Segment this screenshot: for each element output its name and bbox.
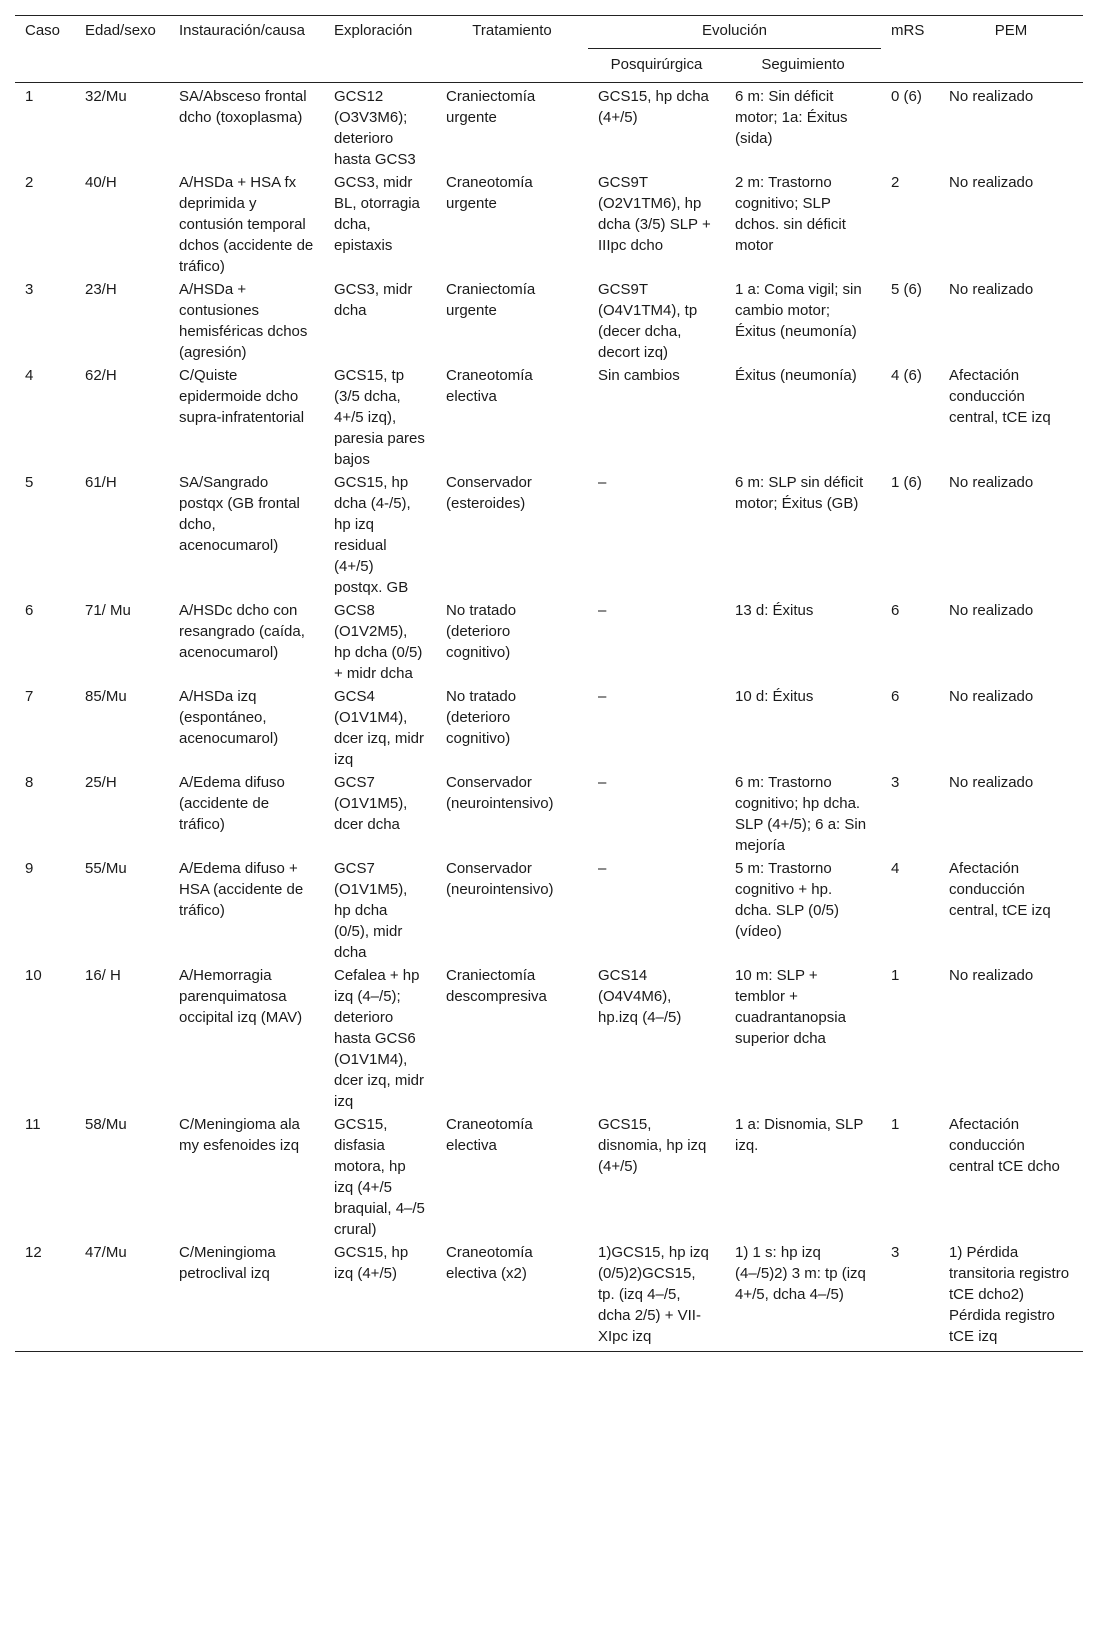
table-row — [15, 963, 1083, 1112]
cell-seguimiento: 1) 1 s: hp izq (4–/5)2) 3 m: tp (izq 4+/5, dcha 4–/5) — [725, 1240, 881, 1352]
cell-tratamiento: Conservador (neurointensivo) — [446, 774, 554, 812]
cell-exploracion: GCS3, midr dcha — [334, 281, 413, 319]
cell-seguimiento: 2 m: Trastorno cognitivo; SLP dchos. sin déficit motor — [735, 174, 846, 254]
cell-exploracion: GCS15, hp dcha (4-/5), hp izq residual (4+/5) postqx. GB — [334, 474, 411, 596]
cell-caso: 6 — [25, 602, 34, 619]
cell-instauracion: SA/Sangrado postqx (GB frontal dcho, acenocumarol) — [179, 474, 300, 554]
header-instauracion: Instauración/causa — [169, 16, 324, 83]
cell-caso: 10 — [25, 967, 42, 984]
cell-mrs: 0 (6) — [891, 88, 922, 105]
table-row — [15, 363, 1083, 470]
cell-posquirurgica: – — [598, 774, 607, 791]
table-row — [15, 598, 1083, 684]
cell-mrs: 4 — [891, 860, 900, 877]
cell-edad: 58/Mu — [85, 1116, 127, 1133]
cell-instauracion: C/Quiste epidermoide dcho supra-infratentorial — [179, 367, 305, 426]
cell-instauracion: SA/Absceso frontal dcho (toxoplasma) — [179, 88, 307, 126]
table-row — [15, 684, 1083, 770]
cell-pem: No realizado — [949, 174, 1034, 191]
cell-seguimiento: 1 a: Coma vigil; sin cambio motor; Éxitus (neumonía) — [735, 281, 862, 340]
cell-caso: 11 — [25, 1116, 41, 1133]
cell-posquirurgica: – — [598, 602, 607, 619]
cell-edad: 61/H — [85, 474, 117, 491]
cell-edad: 47/Mu — [75, 1240, 169, 1352]
cell-posquirurgica: – — [598, 688, 607, 705]
cell-tratamiento: No tratado (deterioro cognitivo) — [446, 688, 517, 747]
cell-exploracion: GCS4 (O1V1M4), dcer izq, midr izq — [334, 688, 425, 768]
cell-edad: 16/ H — [85, 967, 121, 984]
cell-instauracion: C/Meningioma petroclival izq — [169, 1240, 324, 1352]
cell-edad: 40/H — [85, 174, 117, 191]
cell-edad: 25/H — [85, 774, 117, 791]
cell-tratamiento: Craneotomía electiva — [446, 367, 533, 405]
cell-mrs: 2 — [891, 174, 900, 191]
table-row — [15, 83, 1083, 171]
header-posquirurgica: Posquirúrgica — [588, 49, 725, 83]
header-evolucion: Evolución — [588, 16, 881, 49]
cell-seguimiento: 6 m: Trastorno cognitivo; hp dcha. SLP (4+/5); 6 a: Sin mejoría — [735, 774, 867, 854]
header-exploracion: Exploración — [324, 16, 436, 83]
table-header — [15, 16, 1083, 83]
cell-caso: 5 — [25, 474, 34, 491]
cell-caso: 2 — [25, 174, 34, 191]
cell-tratamiento: Craniectomía urgente — [446, 88, 536, 126]
header-edad-sexo: Edad/sexo — [75, 16, 169, 83]
cell-tratamiento: Craniectomía urgente — [446, 281, 536, 319]
cell-exploracion: GCS12 (O3V3M6); deterioro hasta GCS3 — [334, 88, 416, 168]
cell-caso: 4 — [25, 367, 34, 384]
table-row — [15, 1240, 1083, 1352]
cell-edad: 85/Mu — [85, 688, 127, 705]
cell-seguimiento: 10 m: SLP + temblor + cuadrantanopsia superior dcha — [735, 967, 846, 1047]
cell-instauracion: A/Edema difuso (accidente de tráfico) — [179, 774, 285, 833]
cell-exploracion: GCS15, tp (3/5 dcha, 4+/5 izq), paresia pares bajos — [334, 367, 425, 468]
table-row — [15, 856, 1083, 963]
cell-mrs: 4 (6) — [891, 367, 922, 384]
cell-posquirurgica: Sin cambios — [598, 367, 680, 384]
cell-mrs: 6 — [891, 602, 900, 619]
cell-posquirurgica: – — [598, 860, 607, 877]
table-row — [15, 470, 1083, 598]
cell-edad: 32/Mu — [85, 88, 127, 105]
cell-tratamiento: Conservador (esteroides) — [446, 474, 532, 512]
cell-exploracion: GCS7 (O1V1M5), dcer dcha — [334, 774, 408, 833]
cell-edad: 23/H — [85, 281, 117, 298]
cell-edad: 55/Mu — [85, 860, 127, 877]
cell-caso: 12 — [15, 1240, 75, 1352]
header-seguimiento: Seguimiento — [725, 49, 881, 83]
cell-mrs: 6 — [891, 688, 900, 705]
header-tratamiento: Tratamiento — [436, 16, 588, 83]
cell-mrs: 3 — [891, 774, 900, 791]
cell-posquirurgica: GCS9T (O4V1TM4), tp (decer dcha, decort izq) — [598, 281, 698, 361]
cell-exploracion: GCS7 (O1V1M5), hp dcha (0/5), midr dcha — [334, 860, 408, 961]
cell-exploracion: GCS3, midr BL, otorragia dcha, epistaxis — [334, 174, 420, 254]
cell-mrs: 3 — [881, 1240, 939, 1352]
cell-pem: No realizado — [949, 474, 1034, 491]
cell-pem: No realizado — [949, 967, 1034, 984]
cell-instauracion: A/Edema difuso + HSA (accidente de tráfico) — [179, 860, 304, 919]
cell-pem: Afectación conducción central, tCE izq — [949, 367, 1051, 426]
cell-pem: No realizado — [949, 281, 1034, 298]
cell-pem: Afectación conducción central tCE dcho — [949, 1116, 1060, 1175]
cell-pem: No realizado — [949, 88, 1034, 105]
cell-posquirurgica: GCS15, disnomia, hp izq (4+/5) — [598, 1116, 707, 1175]
cell-tratamiento: No tratado (deterioro cognitivo) — [446, 602, 517, 661]
cell-seguimiento: 13 d: Éxitus — [735, 602, 814, 619]
cell-exploracion: GCS15, disfasia motora, hp izq (4+/5 braquial, 4–/5 crural) — [334, 1116, 425, 1238]
cell-pem: No realizado — [949, 602, 1034, 619]
cell-instauracion: A/HSDa izq (espontáneo, acenocumarol) — [179, 688, 279, 747]
cell-posquirurgica: GCS15, hp dcha (4+/5) — [598, 88, 709, 126]
cell-exploracion: Cefalea + hp izq (4–/5); deterioro hasta GCS6 (O1V1M4), dcer izq, midr izq — [334, 967, 425, 1110]
cell-posquirurgica: GCS14 (O4V4M6), hp.izq (4–/5) — [598, 967, 682, 1026]
cell-pem: No realizado — [949, 688, 1034, 705]
cell-instauracion: C/Meningioma ala my esfenoides izq — [179, 1116, 300, 1154]
cell-exploracion: GCS8 (O1V2M5), hp dcha (0/5) + midr dcha — [334, 602, 423, 682]
cell-caso: 8 — [25, 774, 34, 791]
cell-seguimiento: 6 m: SLP sin déficit motor; Éxitus (GB) — [735, 474, 864, 512]
cell-seguimiento: 10 d: Éxitus — [735, 688, 814, 705]
cell-pem: No realizado — [949, 774, 1034, 791]
cell-mrs: 1 (6) — [891, 474, 922, 491]
cell-pem: 1) Pérdida transitoria registro tCE dcho2) Pérdida registro tCE izq — [939, 1240, 1083, 1352]
cell-tratamiento: Craneotomía electiva (x2) — [436, 1240, 588, 1352]
cell-mrs: 1 — [891, 967, 900, 984]
cell-seguimiento: 6 m: Sin déficit motor; 1a: Éxitus (sida) — [735, 88, 848, 147]
table-row — [15, 170, 1083, 277]
cell-mrs: 1 — [891, 1116, 900, 1133]
cell-instauracion: A/Hemorragia parenquimatosa occipital izq (MAV) — [179, 967, 303, 1026]
cell-posquirurgica: GCS9T (O2V1TM6), hp dcha (3/5) SLP + IIIpc dcho — [598, 174, 711, 254]
table-row — [15, 277, 1083, 363]
cell-pem: Afectación conducción central, tCE izq — [949, 860, 1051, 919]
cell-instauracion: A/HSDc dcho con resangrado (caída, acenocumarol) — [179, 602, 305, 661]
cell-posquirurgica: – — [598, 474, 607, 491]
cell-edad: 62/H — [85, 367, 117, 384]
table-row — [15, 770, 1083, 856]
cell-exploracion: GCS15, hp izq (4+/5) — [324, 1240, 436, 1352]
cell-caso: 3 — [25, 281, 34, 298]
cell-instauracion: A/HSDa + HSA fx deprimida y contusión temporal dchos (accidente de tráfico) — [179, 174, 314, 275]
cell-seguimiento: 1 a: Disnomia, SLP izq. — [735, 1116, 864, 1154]
cell-tratamiento: Conservador (neurointensivo) — [446, 860, 554, 898]
cell-mrs: 5 (6) — [891, 281, 922, 298]
cell-instauracion: A/HSDa + contusiones hemisféricas dchos (agresión) — [179, 281, 308, 361]
cell-caso: 9 — [25, 860, 34, 877]
cell-tratamiento: Craniectomía descompresiva — [446, 967, 547, 1005]
cell-tratamiento: Craneotomía urgente — [446, 174, 533, 212]
table-body — [15, 83, 1083, 1352]
clinical-cases-table — [15, 15, 1083, 1352]
cell-seguimiento: 5 m: Trastorno cognitivo + hp. dcha. SLP (0/5) (vídeo) — [735, 860, 839, 940]
cell-tratamiento: Craneotomía electiva — [446, 1116, 533, 1154]
header-mrs: mRS — [881, 16, 939, 83]
cell-caso: 1 — [25, 88, 34, 105]
table-row — [15, 1112, 1083, 1240]
cell-edad: 71/ Mu — [85, 602, 131, 619]
header-pem: PEM — [939, 16, 1083, 83]
cell-caso: 7 — [25, 688, 34, 705]
cell-seguimiento: Éxitus (neumonía) — [735, 367, 857, 384]
cell-posquirurgica: 1)GCS15, hp izq (0/5)2)GCS15, tp. (izq 4–/5, dcha 2/5) + VII-XIpc izq — [588, 1240, 725, 1352]
header-caso: Caso — [15, 16, 75, 83]
